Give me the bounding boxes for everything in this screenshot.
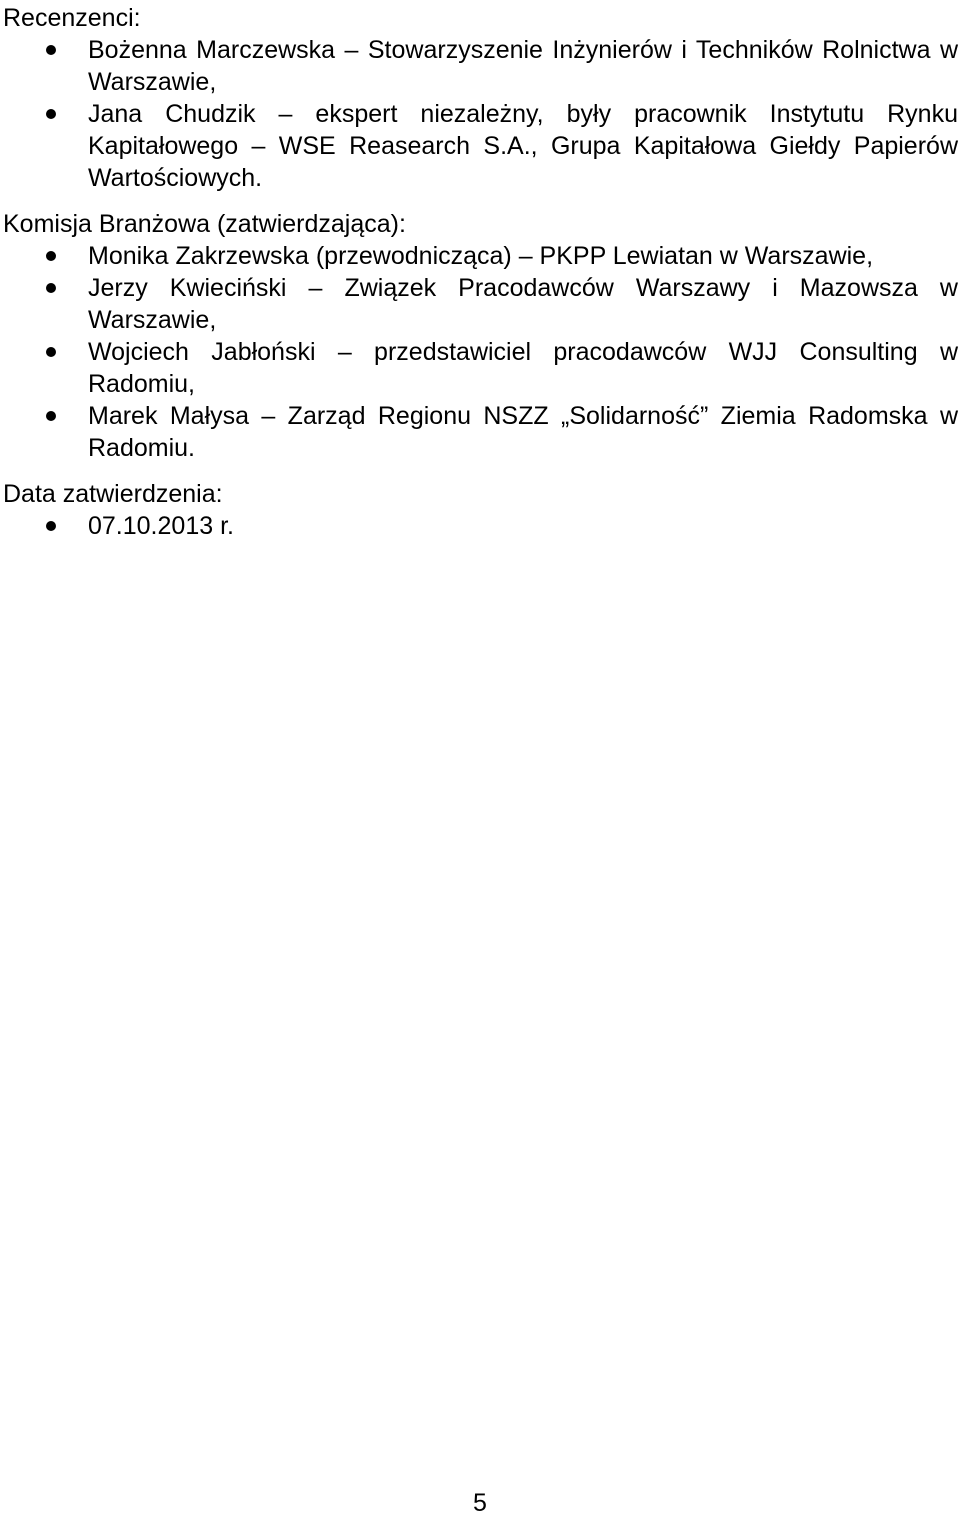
commission-heading: Komisja Branżowa (zatwierdzająca): xyxy=(3,210,406,238)
bullet-icon xyxy=(46,251,56,261)
bullet-icon xyxy=(46,347,56,357)
reviewer-text: Jana Chudzik – ekspert niezależny, były pracownik Instytutu Rynku Kapitałowego – WSE Reasearch S.A., Grupa Kapitałowa Giełdy Papierów Wartościowych. xyxy=(88,100,958,192)
commission-list xyxy=(3,240,958,464)
bullet-icon xyxy=(46,109,56,119)
bullet-icon xyxy=(46,45,56,55)
reviewers-list xyxy=(3,34,958,194)
approval-date-text: 07.10.2013 r. xyxy=(88,512,234,540)
list-item xyxy=(3,240,958,272)
list-item xyxy=(3,400,958,464)
bullet-icon xyxy=(46,283,56,293)
approval-date-list xyxy=(3,510,958,542)
list-item xyxy=(3,98,958,194)
bullet-icon xyxy=(46,411,56,421)
page-number: 5 xyxy=(473,1489,487,1517)
list-item xyxy=(3,336,958,400)
list-item xyxy=(3,510,958,542)
bullet-icon xyxy=(46,521,56,531)
list-item xyxy=(3,272,958,336)
reviewer-text: Bożenna Marczewska – Stowarzyszenie Inżynierów i Techników Rolnictwa w Warszawie, xyxy=(88,36,958,96)
reviewers-heading: Recenzenci: xyxy=(3,4,141,32)
approval-date-heading: Data zatwierdzenia: xyxy=(3,480,223,508)
commission-member-text: Marek Małysa – Zarząd Regionu NSZZ „Solidarność” Ziemia Radomska w Radomiu. xyxy=(88,402,958,462)
commission-member-text: Jerzy Kwieciński – Związek Pracodawców Warszawy i Mazowsza w Warszawie, xyxy=(88,274,958,334)
commission-member-text: Monika Zakrzewska (przewodnicząca) – PKPP Lewiatan w Warszawie, xyxy=(88,242,874,270)
document-body xyxy=(3,0,958,542)
commission-member-text: Wojciech Jabłoński – przedstawiciel pracodawców WJJ Consulting w Radomiu, xyxy=(88,338,958,398)
list-item xyxy=(3,34,958,98)
